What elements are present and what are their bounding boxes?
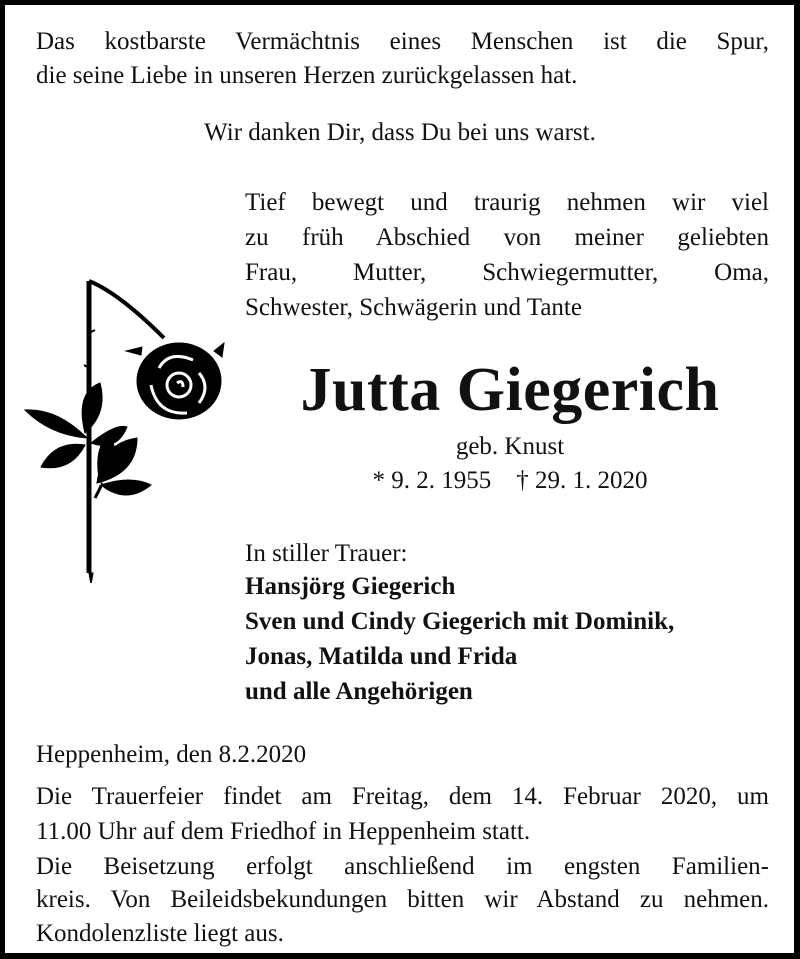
mourners-heading: In stiller Trauer: [245, 540, 408, 567]
life-dates [260, 466, 760, 496]
quote-line-1: Das kostbarste Vermächtnis eines Menschen ist die Spur, [36, 28, 769, 55]
quote-line-2: die seine Liebe in unseren Herzen zurückgelassen hat. [36, 62, 578, 89]
announcement-line-1: Tief bewegt und traurig nehmen wir viel [245, 189, 769, 216]
announcement-line-2: zu früh Abschied von meiner geliebten [245, 224, 769, 251]
thanks-line: Wir danken Dir, dass Du bei uns warst. [204, 119, 596, 146]
mourner-line-4: und alle Angehörigen [245, 678, 473, 705]
place-date: Heppenheim, den 8.2.2020 [36, 741, 307, 768]
birth-date: * 9. 2. 1955 [372, 467, 492, 494]
death-date: † 29. 1. 2020 [516, 467, 648, 494]
footer-line-1: Die Trauerfeier findet am Freitag, dem 14. Februar 2020, um [36, 783, 769, 810]
maiden-name: geb. Knust [455, 433, 565, 460]
mourner-line-1: Hansjörg Giegerich [245, 573, 456, 600]
footer-line-5: Kondolenzliste liegt aus. [36, 920, 284, 947]
obituary-notice [5, 5, 794, 953]
rose-icon [19, 273, 229, 583]
announcement-line-4: Schwester, Schwägerin und Tante [245, 294, 582, 321]
mourner-line-2: Sven und Cindy Giegerich mit Dominik, [245, 608, 675, 635]
footer-line-3: Die Beisetzung erfolgt anschließend im engsten Familien- [36, 853, 769, 880]
footer-line-4: kreis. Von Beileidsbekundungen bitten wir Abstand zu nehmen. [36, 886, 769, 913]
announcement-line-3: Frau, Mutter, Schwiegermutter, Oma, [245, 259, 769, 286]
mourner-line-3: Jonas, Matilda und Frida [245, 643, 518, 670]
deceased-name: Jutta Giegerich [300, 356, 720, 424]
footer-line-2: 11.00 Uhr auf dem Friedhof in Heppenheim statt. [36, 818, 531, 845]
